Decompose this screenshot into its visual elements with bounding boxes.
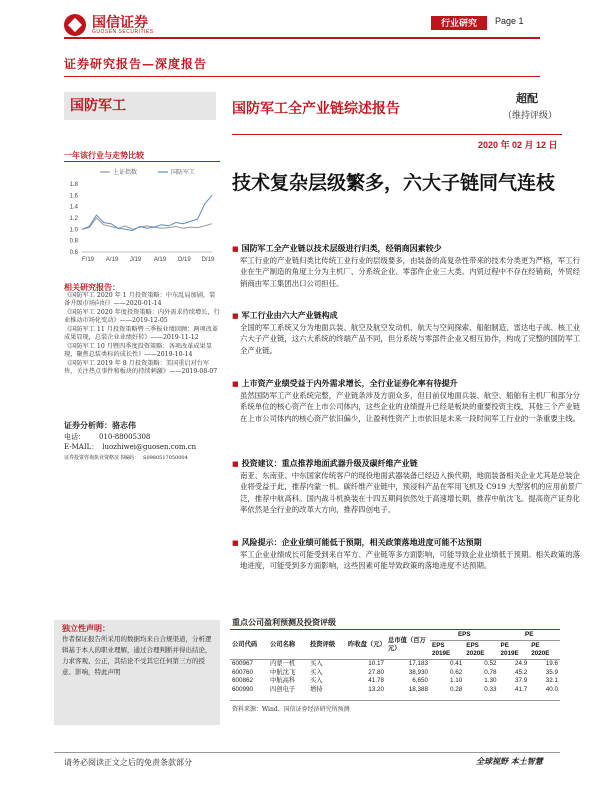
y-tick-label: 1.4	[69, 204, 78, 211]
y-tick-label: 0.8	[69, 238, 78, 245]
chart-header-divider	[64, 161, 220, 162]
document-title: 国防军工全产业链综述报告	[232, 101, 400, 117]
table-bottom-rule	[230, 700, 560, 701]
legend-label: 国防军工	[171, 170, 196, 176]
section-body: 军工行业的产业链归类比传统工业行业的层级要多，由装备的高复杂性带来的技术分类更为严格，军工行业在生产制造的角度上分为主机厂、分系统企业、零部件企业三大类。内贸过程中不存在经销商，外贸经销商由军工集团出口公司担任。	[240, 256, 580, 288]
table-cell: 45.2	[514, 668, 528, 676]
table-row	[230, 660, 560, 669]
table-cell: 18,388	[408, 685, 428, 693]
related-report-item: 《国防军工 2020 年 1 月投资策略：中东乱局加剧，装备升级市场向好》——2020-01-14	[64, 292, 216, 307]
related-report-item: 《国防军工 2019 年 8 月投资策略：美国重启对台军售，关注热点事件和板块的持续刺激》——2019-08-07	[64, 360, 218, 375]
table-header-cell: 公司代码	[232, 640, 258, 648]
x-tick-label: J/19	[129, 257, 142, 263]
section-body: 全国的军工系统又分为地面兵装、航空及航空发动机、航天与空间探索、船舶制造、雷达电子战、核工业六大子产业链，这六大系统的终端产品不同，但分系统与零部件企业又相互协作，构成了完整的国防军工全产业链。	[240, 323, 580, 355]
table-header-cell: 昨收盘（元）	[348, 640, 386, 648]
table-row	[230, 669, 560, 678]
y-tick-label: 1.0	[69, 227, 78, 234]
table-cell: 买入	[310, 660, 323, 667]
table-cell: 四创电子	[270, 685, 296, 693]
section-body: 虽然国防军工产业系统完整，产业链条涉及方面众多，但目前仅地面兵装、航空、船舶有主机厂和部分分系统单位的核心资产在上市公司体内，这些企业的业绩提升已经是板块的重要投资主线，其他三个产业链在上市公司体内的核心资产依旧偏少，让盈利性资产上市依旧是未来一段时间军工行业的一条重要主线。	[240, 391, 580, 423]
table-cell: 17,183	[408, 660, 428, 667]
analyst-name: 证券分析师：骆志伟	[64, 420, 136, 430]
table-cell: 0.52	[484, 660, 497, 667]
table-header-cell: EPS	[430, 630, 499, 641]
y-tick-label: 1.2	[69, 216, 78, 222]
legend-label: 上证指数	[113, 170, 138, 176]
company-logo	[64, 14, 154, 36]
table-cell: 1.30	[484, 677, 497, 684]
y-tick-label: 1.8	[69, 182, 78, 188]
table-cell: 41.78	[368, 677, 384, 684]
table-source: 资料来源：Wind、国信证券经济研究所预测	[232, 706, 350, 713]
table-cell: 27.80	[368, 668, 384, 676]
table-cell: 600862	[232, 677, 254, 684]
x-tick-label: F/19	[82, 257, 95, 263]
main-title: 技术复杂层级繁多，六大子链同气连枝	[232, 172, 556, 194]
disclaimer-header: 独立性声明：	[62, 623, 110, 633]
earnings-forecast-table	[230, 630, 560, 694]
rating: 超配	[516, 92, 538, 105]
table-cell: 19.6	[545, 660, 558, 667]
y-tick-label: 1.6	[69, 193, 78, 200]
table-cell: 38,930	[408, 668, 428, 676]
company-name-en: GUOSEN SECURITIES	[92, 29, 154, 35]
related-report-item: 《国防军工 2020 年度投资策略：内外需求持续增长，行业推动市场化变动》——2019-12-05	[64, 309, 220, 324]
table-cell: 35.9	[545, 668, 558, 676]
table-cell: 中航沈飞	[270, 668, 296, 676]
table-header-cell: 投资评级	[310, 640, 336, 648]
x-tick-label: A/19	[153, 257, 167, 263]
analyst-license: 证券投资咨询执业资格证书编码： S0980517050004	[64, 455, 188, 461]
report-category-tag: 行业研究	[431, 16, 487, 30]
title-divider	[64, 76, 540, 77]
company-name: 国信证券	[92, 14, 148, 30]
x-tick-label: A/19	[105, 257, 119, 263]
section-heading: ■ 国防军工全产业链以技术层级进行归类，经销商因素较少	[232, 243, 442, 254]
x-tick-label: O/19	[177, 257, 191, 263]
table-header-cell: 公司名称	[270, 640, 296, 648]
table-header-cell: 总市值（百万元）	[388, 636, 426, 652]
related-reports-list	[64, 292, 220, 377]
table-header-cell: PE 2019E	[500, 642, 519, 657]
table-cell: 600760	[232, 668, 254, 676]
table-cell: 37.9	[514, 677, 528, 684]
section-heading: ■ 上市资产业绩受益于内外需求增长，全行业证券化率有待提升	[232, 378, 458, 389]
header-divider	[64, 37, 540, 39]
table-cell: 0.33	[484, 685, 497, 693]
section-heading: ■ 投资建议：重点推荐地面武器升级及碳纤维产业链	[232, 458, 418, 469]
table-cell: 0.62	[449, 668, 463, 676]
report-type: 证券研究报告—深度报告	[64, 57, 208, 71]
table-title: 重点公司盈利预测及投资评级	[232, 617, 336, 627]
section-body: 军工企业业绩成长可能受到来自军方、产业链等多方面影响，可能导致企业业绩低于预期。相关政策的落地进度，可能受到多方面影响，这些因素可能导致政策的落地进度不达预期。	[240, 550, 580, 571]
table-cell: 600990	[232, 685, 254, 693]
industry-label: 国防军工	[64, 92, 216, 120]
guosen-logo-icon	[64, 14, 86, 36]
table-header-cell: PE 2020E	[531, 642, 550, 657]
table-row	[230, 686, 560, 695]
table-cell: 0.78	[484, 668, 497, 676]
x-tick-label: D/19	[201, 257, 215, 263]
table-header-cell: EPS 2019E	[432, 642, 451, 657]
footer-slogan: 全球视野 本土智慧	[476, 756, 543, 766]
date-divider	[232, 134, 562, 135]
section-heading: ■ 军工行业由六大产业链构成	[232, 310, 338, 321]
analyst-email: E-MAIL： luozhiwei@guosen.com.cn	[64, 443, 197, 451]
table-row	[230, 677, 560, 686]
table-cell: 32.1	[545, 677, 558, 684]
table-cell: 增持	[310, 685, 323, 693]
footer-disclaimer: 请务必阅读正文之后的免责条款部分	[64, 758, 192, 767]
section-body: 南亚、东南亚、中东国家传统客户的现役地面武器装备已经迈入换代期，地面装备相关企业尤其是总装企业将受益于此，推荐内蒙一机。碳纤维产业链中，预浸料产品在军用飞机及 C919 大型客机的应用前景广泛，推荐中航高科。国内战斗机换装在十四五期间依然处于高速增长期，推荐中航沈飞。提高资产证券化率依然是全行业的改革大方向，推荐四创电子。	[240, 471, 583, 514]
rating-note: （维持评级）	[503, 111, 558, 121]
table-cell: 13.20	[368, 685, 384, 693]
related-report-item: 《国防军工 10 月暨四季度投资策略：各项改革成果显现，聚焦总装类标的成长性》——2019-10-14	[64, 343, 212, 358]
table-header-cell: PE	[499, 630, 561, 641]
chart-header: 一年该行业与走势比较	[64, 150, 144, 160]
page-number: Page 1	[495, 16, 524, 26]
table-cell: 0.41	[449, 660, 463, 667]
table-cell: 0.28	[449, 685, 463, 693]
table-header-cell: EPS 2020E	[466, 642, 485, 657]
related-report-item: 《国防军工 11 月投资策略暨三季报业绩回顾：两项改革成果显现，总装企业业绩好转》——2019-11-12	[64, 326, 219, 341]
table-cell: 24.9	[514, 660, 528, 667]
footer-divider	[54, 752, 560, 753]
section-heading: ■ 风险提示：企业业绩可能低于预期，相关政策落地进度可能不达预期	[232, 537, 482, 548]
table-cell: 内蒙一机	[270, 660, 296, 667]
table-header-row	[230, 630, 560, 641]
table-cell: 10.17	[368, 660, 384, 667]
y-tick-label: 0.6	[69, 250, 78, 256]
report-date: 2020 年 02 月 12 日	[478, 140, 558, 150]
analyst-phone: 电话： 010-88005308	[64, 433, 151, 441]
table-cell: 41.7	[514, 685, 528, 693]
table-cell: 买入	[310, 677, 323, 684]
table-cell: 40.0	[545, 685, 558, 693]
table-cell: 中航高科	[270, 677, 296, 684]
table-cell: 600967	[232, 660, 254, 667]
table-cell: 6,650	[412, 677, 428, 684]
table-cell: 买入	[310, 668, 323, 676]
disclaimer-text: 作者保证报告所采用的数据均来自合规渠道，分析逻辑基于本人的职业理解，通过合理判断并得出结论，力求客观、公正，其结论不受其它任何第三方的授意、影响，特此声明	[62, 635, 212, 676]
related-reports-header: 相关研究报告：	[64, 282, 120, 292]
table-cell: 1.10	[449, 677, 463, 684]
industry-trend-chart	[60, 164, 220, 274]
series-line	[82, 195, 212, 230]
